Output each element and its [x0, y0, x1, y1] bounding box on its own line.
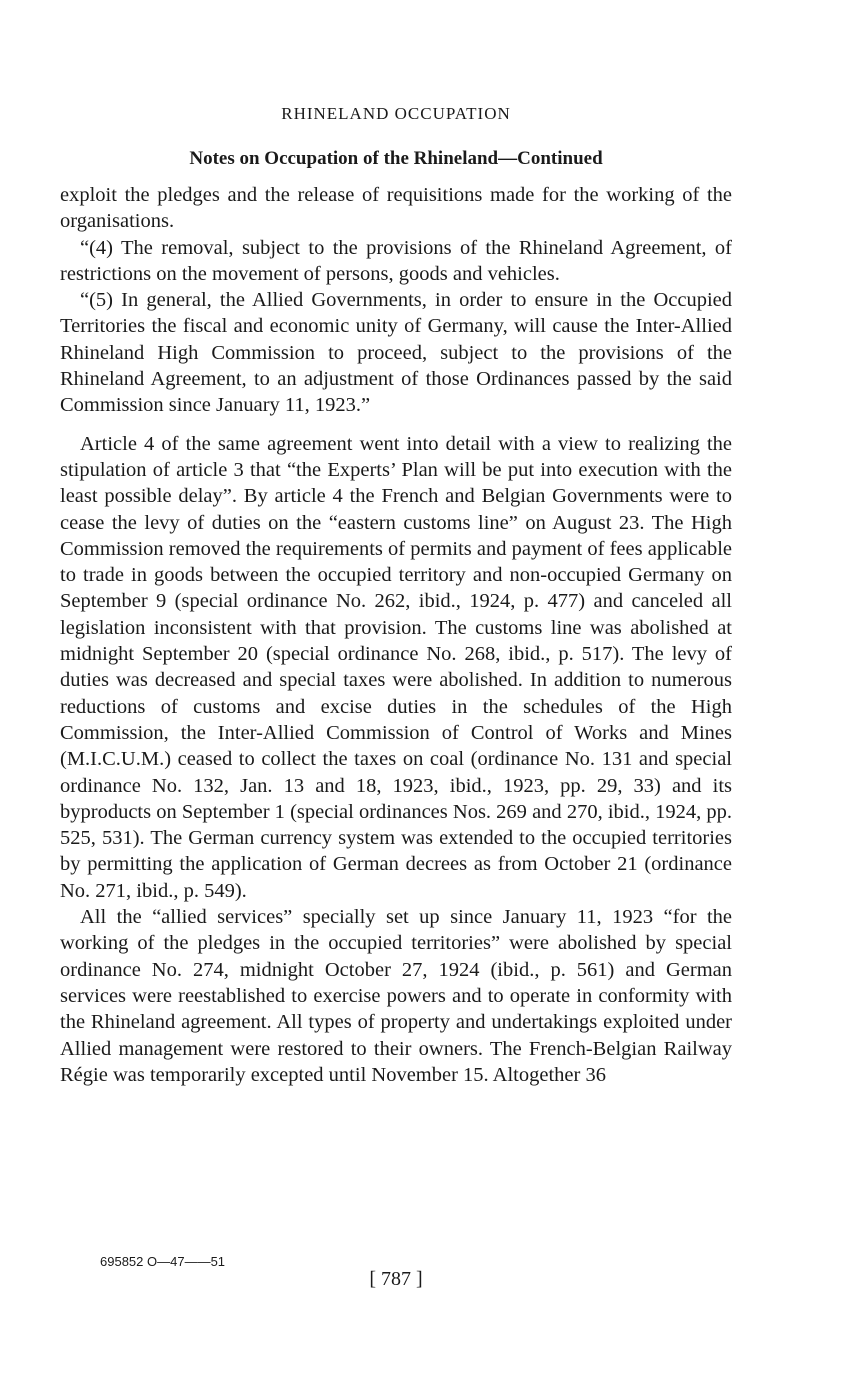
- paragraph-article-4: Article 4 of the same agreement went into detail with a view to realizing the stipulation of article 3 that “the Experts’ Plan will be put into execution with the least possible delay”. By article 4 the French and Belgian Governments were to cease the levy of duties on the “eastern customs line” on August 23. The High Commission removed the requirements of permits and payment of fees applicable to trade in goods between the occupied territory and non-occupied Germany on September 9 (special ordinance No. 262, ibid., 1924, p. 477) and canceled all legislation inconsistent with that provision. The customs line was abolished at midnight September 20 (special ordinance No. 268, ibid., p. 517). The levy of duties was decreased and special taxes were abolished. In addition to numerous reductions of customs and excise duties in the schedules of the High Commission, the Inter-Allied Commission of Control of Works and Mines (M.I.C.U.M.) ceased to collect the taxes on coal (ordinance No. 131 and special ordinance No. 132, Jan. 13 and 18, 1923, ibid., 1923, pp. 29, 33) and its byproducts on September 1 (special ordinances Nos. 269 and 270, ibid., 1924, pp. 525, 531). The German currency system was extended to the occupied territories by permitting the application of German decrees as from October 21 (ordinance No. 271, ibid., p. 549).: [60, 432, 732, 902]
- paragraph-quote-4: “(4) The removal, subject to the provisions of the Rhineland Agreement, of restrictions on the movement of persons, goods and vehicles.: [60, 236, 732, 285]
- paragraph-continuation: exploit the pledges and the release of requisitions made for the working of the organisations.: [60, 184, 732, 233]
- section-title: Notes on Occupation of the Rhineland—Continued: [189, 148, 603, 169]
- paragraph-allied-services: All the “allied services” specially set up since January 11, 1923 “for the working of the pledges in the occupied territories” were abolished by special ordinance No. 274, midnight October 27, 1924 (ibid., p. 561) and German services were reestablished to exercise powers and to operate in conformity with the Rhineland agreement. All types of property and undertakings exploited under Allied management were restored to their owners. The French-Belgian Railway Régie was temporarily excepted until November 15. Altogether 36: [60, 906, 732, 1086]
- print-code: 695852 O—47——51: [100, 1254, 226, 1269]
- page-number: [ 787 ]: [369, 1268, 423, 1290]
- running-head: RHINELAND OCCUPATION: [281, 104, 511, 123]
- body-text: [60, 182, 732, 1088]
- paragraph-quote-5: “(5) In general, the Allied Governments, in order to ensure in the Occupied Territories the fiscal and economic unity of Germany, will cause the Inter-Allied Rhineland High Commission to proceed, subject to the provisions of the Rhineland Agreement, to an adjustment of those Ordinances passed by the said Commission since January 11, 1923.”: [60, 289, 732, 417]
